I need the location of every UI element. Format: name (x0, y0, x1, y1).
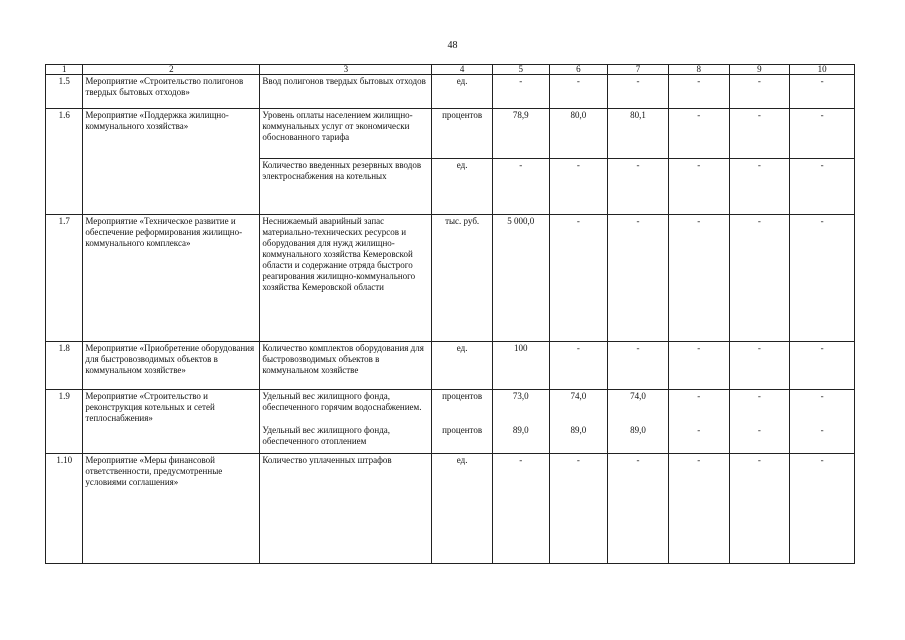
table-cell: 1.7 (46, 215, 83, 342)
table-cell: - (790, 424, 855, 454)
header-row (46, 65, 855, 75)
table-cell: ед. (432, 159, 493, 215)
table-cell: процентов (432, 424, 493, 454)
table-cell: Мероприятие «Приобретение оборудования для быстровозводимых объектов в коммунальном хозяйстве» (83, 342, 260, 390)
table-cell: 1.6 (46, 109, 83, 215)
table-cell: - (729, 454, 790, 564)
col-header: 3 (260, 65, 432, 75)
table-cell: - (729, 109, 790, 159)
table-row (46, 342, 855, 390)
table-cell: 1.5 (46, 75, 83, 109)
table-cell: Мероприятие «Меры финансовой ответственности, предусмотренные условиями соглашения» (83, 454, 260, 564)
table-cell: - (790, 75, 855, 109)
table-cell: - (729, 215, 790, 342)
table-cell: тыс. руб. (432, 215, 493, 342)
table-cell: Мероприятие «Поддержка жилищно-коммунального хозяйства» (83, 109, 260, 215)
table-row (46, 75, 855, 109)
col-header: 6 (549, 65, 608, 75)
table-cell: - (492, 75, 549, 109)
table-cell: 78,9 (492, 109, 549, 159)
table-cell: - (549, 215, 608, 342)
col-header: 2 (83, 65, 260, 75)
table-cell: Мероприятие «Строительство и реконструкция котельных и сетей теплоснабжения» (83, 390, 260, 454)
col-header: 7 (608, 65, 669, 75)
table-cell: - (492, 454, 549, 564)
table-row (46, 390, 855, 424)
table-cell: - (549, 159, 608, 215)
table-row (46, 109, 855, 159)
table-cell: процентов (432, 390, 493, 424)
table-cell: - (729, 75, 790, 109)
table-cell: - (668, 109, 729, 159)
table-cell: 74,0 (608, 390, 669, 424)
table-cell: - (729, 159, 790, 215)
table-cell: 1.10 (46, 454, 83, 564)
table-cell: Мероприятие «Строительство полигонов твердых бытовых отходов» (83, 75, 260, 109)
table-cell: - (729, 424, 790, 454)
indicators-table (45, 64, 855, 564)
table-cell: процентов (432, 109, 493, 159)
table-cell: - (668, 342, 729, 390)
table-cell: - (790, 159, 855, 215)
table-cell: - (668, 159, 729, 215)
table-cell: ед. (432, 454, 493, 564)
table-cell: - (729, 390, 790, 424)
table-cell: Мероприятие «Техническое развитие и обеспечение реформирования жилищно-коммунального комплекса» (83, 215, 260, 342)
table-cell: - (608, 75, 669, 109)
table-cell: 89,0 (608, 424, 669, 454)
table-cell: 73,0 (492, 390, 549, 424)
table-cell: 1.9 (46, 390, 83, 454)
col-header: 9 (729, 65, 790, 75)
table-cell: 74,0 (549, 390, 608, 424)
table-cell: - (608, 159, 669, 215)
table-cell: - (549, 454, 608, 564)
table-cell: - (549, 342, 608, 390)
table-cell: Удельный вес жилищного фонда, обеспеченного горячим водоснабжением. (260, 390, 432, 424)
table-cell: ед. (432, 75, 493, 109)
table-cell: - (668, 424, 729, 454)
table-cell: - (790, 215, 855, 342)
page-number: 48 (447, 40, 458, 51)
table-cell: - (668, 390, 729, 424)
table-cell: Ввод полигонов твердых бытовых отходов (260, 75, 432, 109)
table-cell: 80,0 (549, 109, 608, 159)
table-cell: - (729, 342, 790, 390)
col-header: 1 (46, 65, 83, 75)
table-cell: Количество комплектов оборудования для быстровозводимых объектов в коммунальном хозяйстве (260, 342, 432, 390)
table-cell: - (492, 159, 549, 215)
table-cell: - (608, 454, 669, 564)
table-cell: - (790, 342, 855, 390)
table-cell: - (790, 109, 855, 159)
table-row (46, 454, 855, 564)
table-cell: - (549, 75, 608, 109)
table-cell: Удельный вес жилищного фонда, обеспеченного отоплением (260, 424, 432, 454)
table-cell: Уровень оплаты населением жилищно-коммунальных услуг от экономически обоснованного тарифа (260, 109, 432, 159)
table-cell: - (668, 215, 729, 342)
col-header: 5 (492, 65, 549, 75)
table-cell: - (608, 342, 669, 390)
table-cell: 89,0 (549, 424, 608, 454)
table-cell: 1.8 (46, 342, 83, 390)
table-cell: ед. (432, 342, 493, 390)
table-cell: - (668, 75, 729, 109)
table-cell: Неснижаемый аварийный запас материально-технических ресурсов и оборудования для нужд жилищно-коммунального хозяйства Кемеровской области и содержание отряда быстрого реагирования жилищно-коммунального хозяйства Кемеровской области (260, 215, 432, 342)
table-cell: Количество уплаченных штрафов (260, 454, 432, 564)
table-cell: - (668, 454, 729, 564)
table-cell: 100 (492, 342, 549, 390)
table-cell: Количество введенных резервных вводов электроснабжения на котельных (260, 159, 432, 215)
table-cell: - (790, 390, 855, 424)
table-cell: - (608, 215, 669, 342)
table-row (46, 215, 855, 342)
col-header: 10 (790, 65, 855, 75)
table-cell: 5 000,0 (492, 215, 549, 342)
table-cell: 89,0 (492, 424, 549, 454)
table-cell: - (790, 454, 855, 564)
table-cell: 80,1 (608, 109, 669, 159)
col-header: 8 (668, 65, 729, 75)
col-header: 4 (432, 65, 493, 75)
